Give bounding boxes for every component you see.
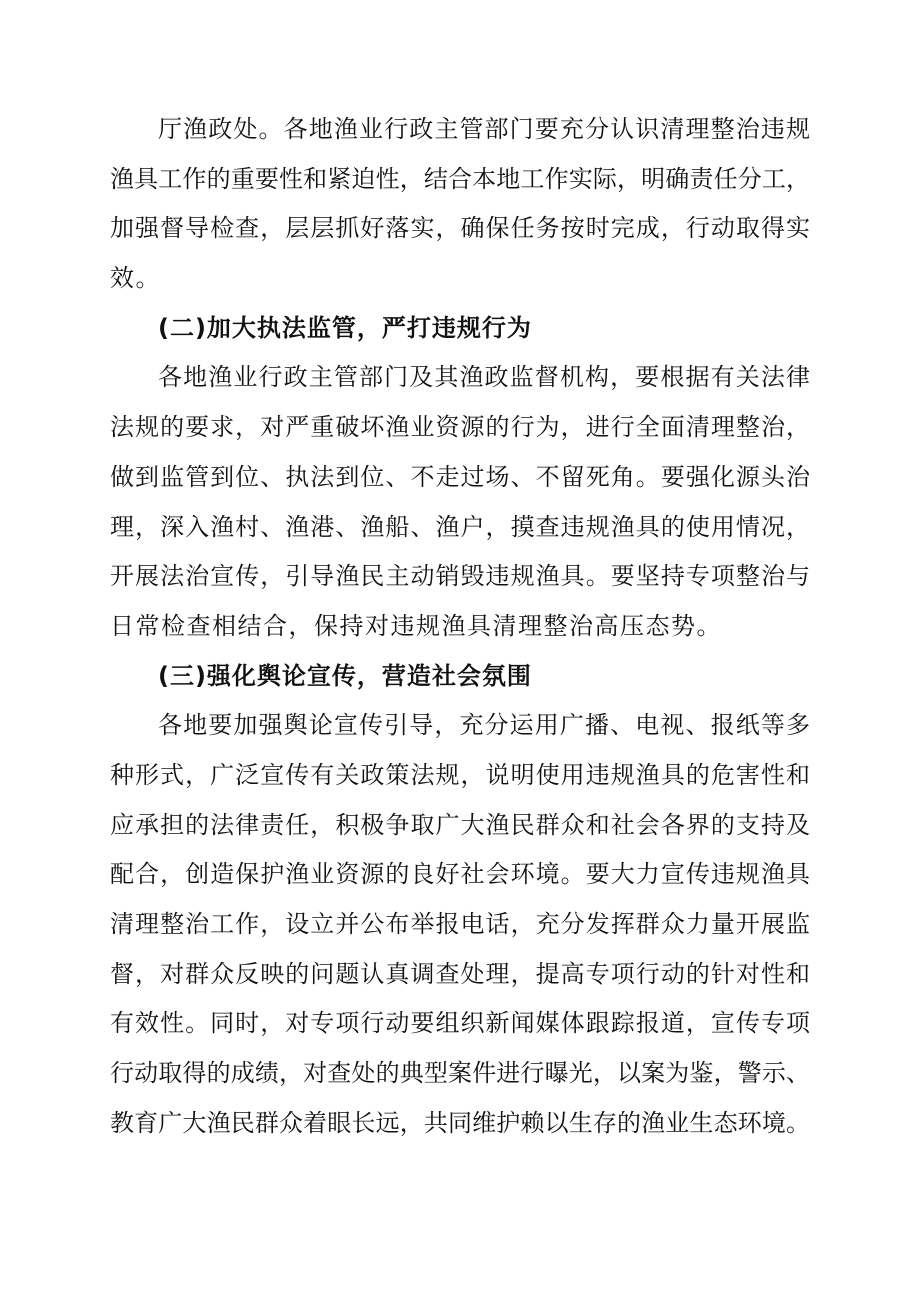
section-heading-3: (三)强化舆论宣传，营造社会氛围 <box>158 661 532 690</box>
paragraph-line: 各地渔业行政主管部门及其渔政监督机构，要根据有关法律 <box>158 363 810 392</box>
paragraph-line: 做到监管到位、执法到位、不走过场、不留死角。要强化源头治 <box>110 462 810 491</box>
paragraph-line: 督，对群众反映的问题认真调查处理，提高专项行动的针对性和 <box>110 959 810 988</box>
paragraph-line: 开展法治宣传，引导渔民主动销毁违规渔具。要坚持专项整治与 <box>110 562 810 591</box>
paragraph-line: 各地要加强舆论宣传引导，充分运用广播、电视、报纸等多 <box>158 711 810 740</box>
paragraph-line: 效。 <box>110 264 161 293</box>
paragraph-line: 配合，创造保护渔业资源的良好社会环境。要大力宣传违规渔具 <box>110 860 810 889</box>
paragraph-2 <box>110 353 810 651</box>
document-body <box>110 105 810 1148</box>
paragraph-line: 种形式，广泛宣传有关政策法规，说明使用违规渔具的危害性和 <box>110 760 810 789</box>
paragraph-1 <box>110 105 810 304</box>
paragraph-line: 有效性。同时，对专项行动要组织新闻媒体跟踪报道，宣传专项 <box>110 1009 810 1038</box>
paragraph-3 <box>110 701 810 1148</box>
paragraph-line: 加强督导检查，层层抓好落实，确保任务按时完成，行动取得实 <box>110 214 810 243</box>
paragraph-line: 渔具工作的重要性和紧迫性，结合本地工作实际，明确责任分工， <box>110 164 810 193</box>
section-heading-2: (二)加大执法监管，严打违规行为 <box>158 313 532 342</box>
paragraph-line: 法规的要求，对严重破坏渔业资源的行为，进行全面清理整治， <box>110 413 810 442</box>
paragraph-line: 日常检查相结合，保持对违规渔具清理整治高压态势。 <box>110 611 722 640</box>
paragraph-line: 教育广大渔民群众着眼长远，共同维护赖以生存的渔业生态环境。 <box>110 1108 810 1137</box>
paragraph-line: 行动取得的成绩，对查处的典型案件进行曝光，以案为鉴，警示、 <box>110 1059 810 1088</box>
paragraph-line: 应承担的法律责任，积极争取广大渔民群众和社会各界的支持及 <box>110 810 810 839</box>
paragraph-line: 清理整治工作，设立并公布举报电话，充分发挥群众力量开展监 <box>110 910 810 938</box>
paragraph-line: 厅渔政处。各地渔业行政主管部门要充分认识清理整治违规 <box>158 115 810 143</box>
paragraph-line: 理，深入渔村、渔港、渔船、渔户，摸查违规渔具的使用情况， <box>110 512 810 541</box>
